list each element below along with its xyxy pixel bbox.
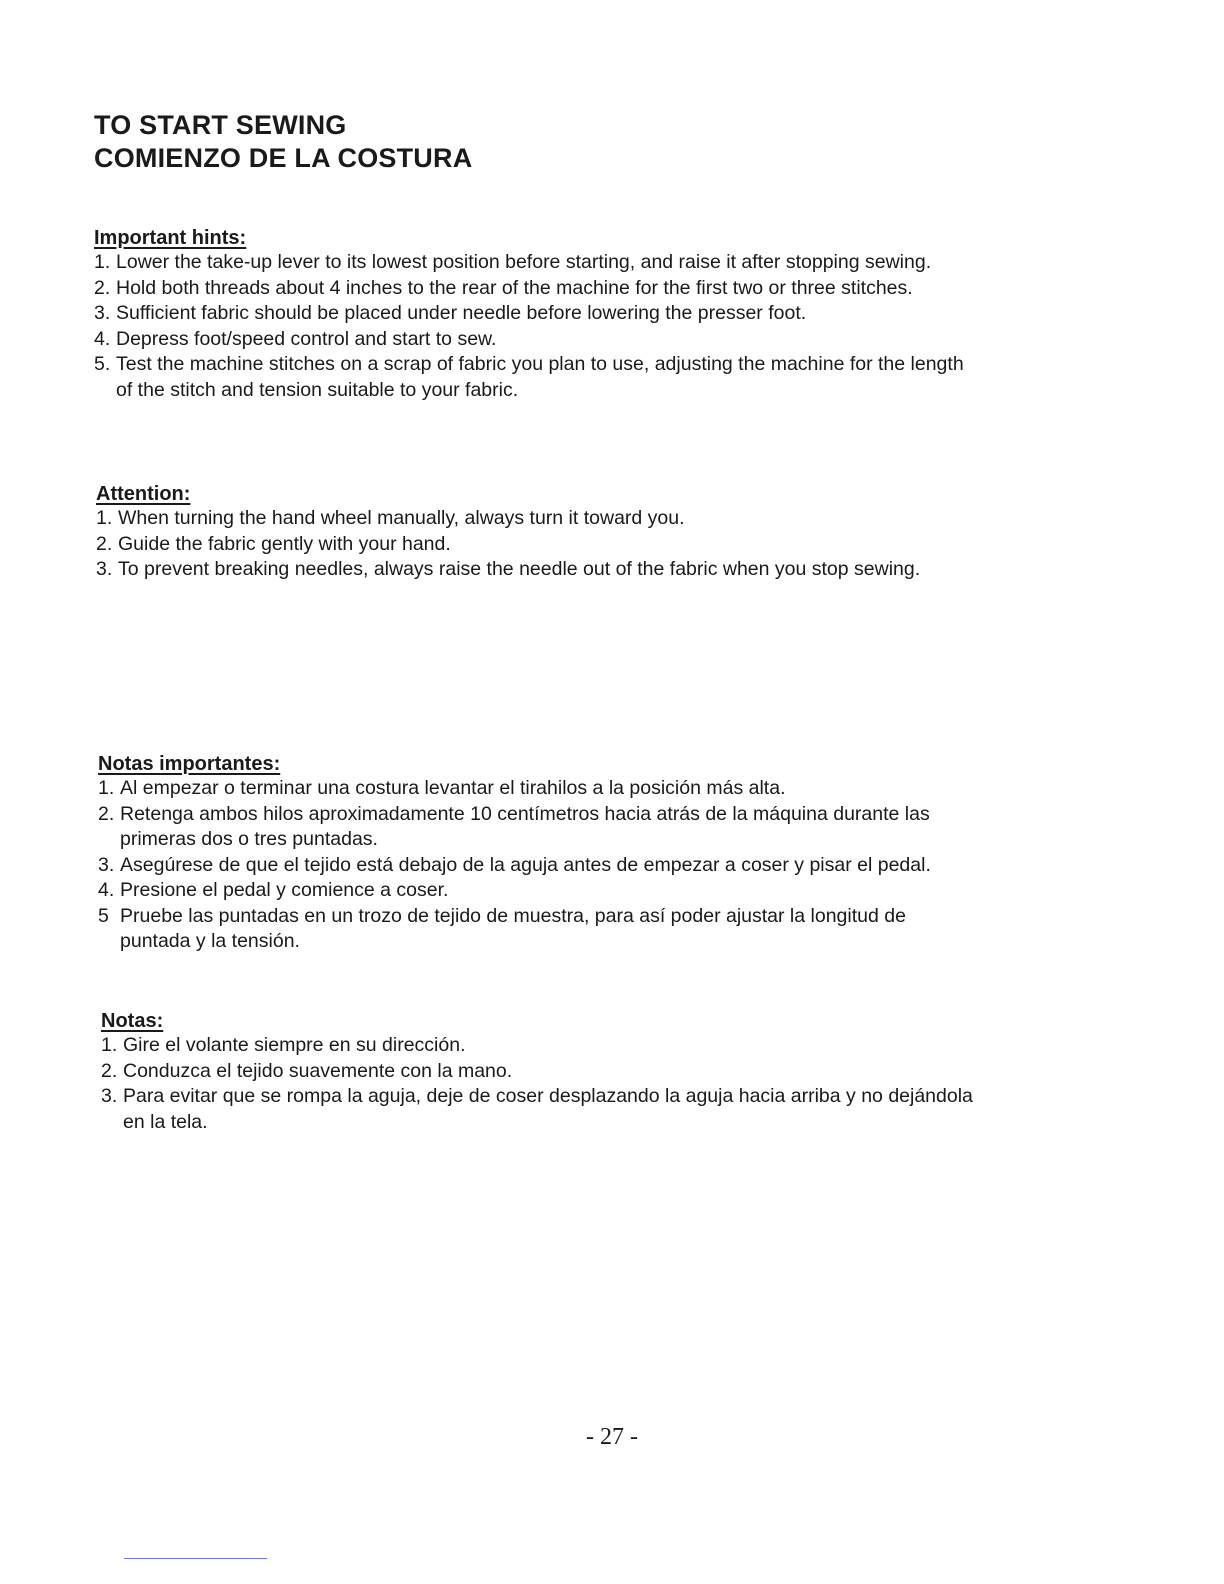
- item-number: 5.: [94, 353, 111, 375]
- item-number: 3.: [94, 302, 111, 324]
- list-item: [96, 532, 976, 558]
- item-text: Test the machine stitches on a scrap of fabric you plan to use, adjusting the machine for the length of the stitch and tension suitable to your fabric.: [116, 353, 964, 401]
- item-text: Conduzca el tejido suavemente con la mano.: [123, 1059, 513, 1082]
- page-title-english: TO START SEWING: [94, 110, 347, 140]
- important-hints-heading: Important hints:: [94, 227, 247, 249]
- item-text: Guide the fabric gently with your hand.: [118, 532, 451, 555]
- item-text: Al empezar o terminar una costura levantar el tirahilos a la posición más alta.: [120, 777, 786, 799]
- notas-importantes-heading: Notas importantes:: [98, 753, 281, 775]
- notas-importantes-list: [98, 776, 978, 955]
- item-number: 1.: [96, 507, 113, 529]
- item-text: Asegúrese de que el tejido está debajo de la aguja antes de empezar a coser y pisar el pedal.: [120, 853, 931, 876]
- item-number: 5: [98, 904, 109, 927]
- list-item: [96, 506, 976, 532]
- list-item: [94, 327, 984, 353]
- item-number: 3.: [96, 558, 113, 580]
- item-number: 2.: [101, 1059, 118, 1082]
- item-number: 2.: [94, 276, 111, 299]
- item-text: Hold both threads about 4 inches to the rear of the machine for the first two or three stitches.: [116, 276, 913, 299]
- item-text: Sufficient fabric should be placed under needle before lowering the presser foot.: [116, 302, 807, 324]
- item-text: When turning the hand wheel manually, always turn it toward you.: [118, 507, 685, 529]
- important-hints-list: [94, 250, 984, 403]
- list-item: [101, 1084, 981, 1135]
- list-item: [94, 250, 984, 276]
- list-item: [98, 802, 978, 853]
- list-item: [101, 1033, 981, 1059]
- item-text: To prevent breaking needles, always raise the needle out of the fabric when you stop sewing.: [118, 558, 921, 580]
- list-item: [98, 878, 978, 904]
- attention-list: [96, 506, 976, 583]
- page-title-spanish: COMIENZO DE LA COSTURA: [94, 143, 473, 173]
- item-number: 4.: [94, 327, 111, 350]
- item-number: 1.: [94, 251, 111, 273]
- attention-section: [96, 482, 976, 583]
- notas-section: [101, 1009, 981, 1135]
- item-text: Depress foot/speed control and start to sew.: [116, 327, 497, 350]
- item-text: Retenga ambos hilos aproximadamente 10 centímetros hacia atrás de la máquina durante las primeras dos o tres puntadas.: [120, 802, 930, 850]
- important-hints-section: [94, 226, 984, 403]
- list-item: [94, 352, 984, 403]
- notas-list: [101, 1033, 981, 1135]
- item-number: 2.: [96, 532, 113, 555]
- page-number: - 27 -: [586, 1424, 638, 1450]
- attention-heading: Attention:: [96, 483, 191, 505]
- notas-importantes-section: [98, 752, 978, 955]
- item-number: 3.: [101, 1085, 118, 1107]
- item-number: 2.: [98, 802, 115, 825]
- item-number: 1.: [101, 1034, 118, 1056]
- footer-rule: [124, 1558, 267, 1559]
- list-item: [98, 904, 978, 955]
- item-number: 4.: [98, 879, 115, 901]
- item-text: Para evitar que se rompa la aguja, deje de coser desplazando la aguja hacia arriba y no dejándola en la tela.: [123, 1085, 973, 1133]
- item-number: 1.: [98, 777, 115, 799]
- item-text: Pruebe las puntadas en un trozo de tejido de muestra, para así poder ajustar la longitud de puntada y la tensión.: [120, 904, 906, 952]
- notas-heading: Notas:: [101, 1010, 164, 1032]
- list-item: [98, 853, 978, 879]
- list-item: [94, 276, 984, 302]
- list-item: [94, 301, 984, 327]
- item-text: Gire el volante siempre en su dirección.: [123, 1034, 466, 1056]
- item-text: Presione el pedal y comience a coser.: [120, 879, 449, 901]
- item-number: 3.: [98, 853, 115, 876]
- list-item: [101, 1059, 981, 1085]
- list-item: [96, 557, 976, 583]
- list-item: [98, 776, 978, 802]
- item-text: Lower the take-up lever to its lowest position before starting, and raise it after stopping sewing.: [116, 251, 932, 273]
